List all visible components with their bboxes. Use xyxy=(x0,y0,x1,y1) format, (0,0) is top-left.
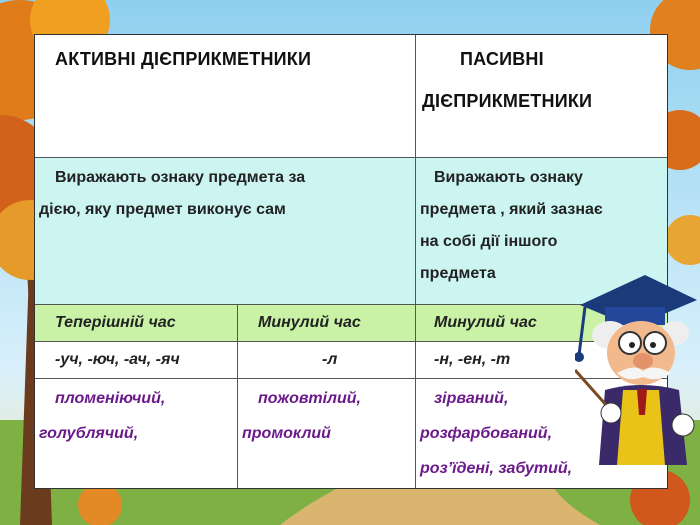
header-active-cell xyxy=(35,35,416,157)
suffix-present: -уч, -юч, -ач, -яч xyxy=(55,351,180,368)
tense-past-passive: Минулий час xyxy=(434,314,537,331)
header-passive-line2: ДІЄПРИКМЕТНИКИ xyxy=(422,91,593,111)
tense-row xyxy=(35,305,667,341)
suffix-past-passive: -н, -ен, -т xyxy=(434,351,511,368)
desc-passive-line3: на собі дії іншого xyxy=(420,233,558,250)
desc-passive-line1: Виражають ознаку xyxy=(434,169,583,186)
tense-present-cell xyxy=(35,305,238,341)
ex-present-line1: пломеніючий, xyxy=(55,390,166,407)
header-row xyxy=(35,35,667,157)
desc-active-cell xyxy=(35,158,416,304)
ex-past-active-line2: промоклий xyxy=(242,425,331,442)
tense-present: Теперішній час xyxy=(55,314,176,331)
ex-passive-line1: зірваний, xyxy=(434,390,509,407)
professor-cartoon xyxy=(575,265,700,465)
desc-active-line1: Виражають ознаку предмета за xyxy=(55,169,306,186)
ex-present-line2: голублячий, xyxy=(39,425,139,442)
suffix-present-cell xyxy=(35,342,238,378)
suffix-past-active-cell xyxy=(238,342,416,378)
header-passive-cell xyxy=(416,35,667,157)
ex-passive-line3: роз’їдені, забутий, xyxy=(420,460,573,477)
header-passive-line1: ПАСИВНІ xyxy=(460,49,544,69)
description-row xyxy=(35,158,667,304)
suffix-past-active: -л xyxy=(322,351,338,368)
desc-passive-line4: предмета xyxy=(420,265,496,282)
desc-passive-line2: предмета , який зазнає xyxy=(420,201,603,218)
participles-table xyxy=(34,34,668,489)
ex-passive-line2: розфарбований, xyxy=(420,425,553,442)
ex-present-cell xyxy=(35,379,238,488)
ex-past-active-line1: пожовтілий, xyxy=(258,390,361,407)
desc-active-line2: дією, яку предмет виконує сам xyxy=(39,201,286,218)
tense-past-active: Минулий час xyxy=(258,314,361,331)
examples-row xyxy=(35,379,667,488)
tense-past-active-cell xyxy=(238,305,416,341)
header-active: АКТИВНІ ДІЄПРИКМЕТНИКИ xyxy=(55,49,312,69)
ex-past-active-cell xyxy=(238,379,416,488)
suffix-row xyxy=(35,342,667,378)
